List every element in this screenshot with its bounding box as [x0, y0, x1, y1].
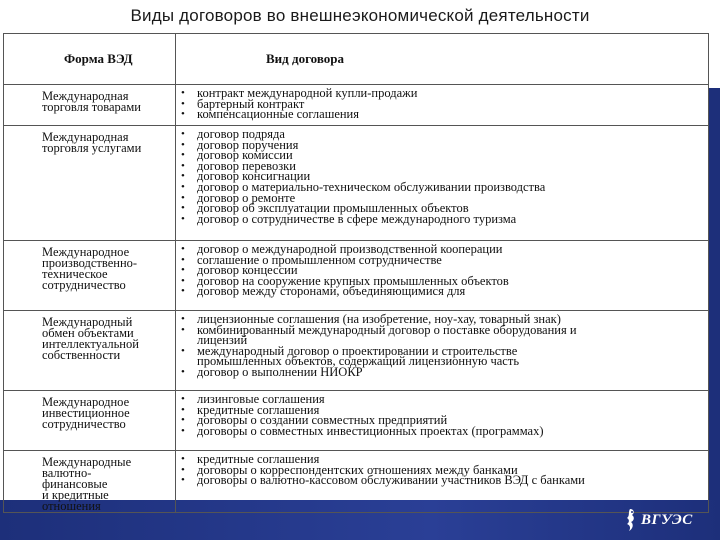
contract-types-cell: [176, 85, 709, 126]
table-row: [4, 241, 709, 311]
list-item: • договор о материально-техническом обслуживании производства: [180, 182, 708, 193]
contract-types-list: [180, 394, 708, 436]
list-item: • договоры о совместных инвестиционных проектах (программах): [180, 426, 708, 437]
list-item: лицензий: [197, 333, 248, 348]
list-item: • международный договор о проектировании и строительстве: [180, 346, 708, 357]
seahorse-emblem-icon: [622, 507, 638, 533]
list-item: • договор перевозки: [180, 161, 708, 172]
contracts-table-container: [3, 33, 708, 513]
contract-types-list: [180, 88, 708, 120]
contract-types-list: [180, 244, 708, 297]
contract-types-cell: [176, 241, 709, 311]
contracts-table: [3, 33, 709, 513]
contract-types-list: [180, 314, 708, 378]
table-row: [4, 451, 709, 513]
list-item: • договор об эксплуатации промышленных объектов: [180, 203, 708, 214]
list-item: • лицензионные соглашения (на изобретение, ноу-хау, товарный знак): [180, 314, 708, 325]
list-item: • договор о выполнении НИОКР: [180, 367, 708, 378]
table-row: [4, 311, 709, 391]
contract-types-cell: [176, 311, 709, 391]
form-cell: [4, 311, 176, 391]
list-item: • договоры о корреспондентских отношениях между банками: [180, 465, 708, 476]
list-item: • договор на сооружение крупных промышленных объектов: [180, 276, 708, 287]
header-form: Форма ВЭД: [4, 34, 176, 85]
list-item: • соглашение о промышленном сотрудничестве: [180, 255, 708, 266]
list-item: • договоры о создании совместных предприятий: [180, 415, 708, 426]
list-item: • бартерный контракт: [180, 99, 708, 110]
logo-text: ВГУЭС: [641, 511, 693, 528]
form-label: Международная торговля товарами: [42, 89, 141, 114]
list-item: • компенсационные соглашения: [180, 109, 708, 120]
list-item: промышленных объектов, содержащий лицензионную часть: [197, 354, 520, 369]
form-cell: [4, 126, 176, 241]
table-row: [4, 126, 709, 241]
contract-types-cell: [176, 126, 709, 241]
form-label: Международная торговля услугами: [42, 130, 142, 155]
list-item: • договор комиссии: [180, 150, 708, 161]
form-label: Международные валютно- финансовые и кредитные отношения: [42, 455, 132, 513]
form-cell: [4, 391, 176, 451]
decorative-side-band: [708, 88, 720, 540]
list-item: • договор о международной производственной кооперации: [180, 244, 708, 255]
list-item: • договор о ремонте: [180, 193, 708, 204]
university-logo: [622, 505, 693, 535]
list-item: • кредитные соглашения: [180, 454, 708, 465]
contract-types-cell: [176, 391, 709, 451]
list-item: • лизинговые соглашения: [180, 394, 708, 405]
table-header-row: [4, 34, 709, 85]
list-item: • кредитные соглашения: [180, 405, 708, 416]
form-label: Международный обмен объектами интеллектуальной собственности: [42, 315, 139, 362]
list-item: • комбинированный международный договор о поставке оборудования и: [180, 325, 708, 336]
form-label: Международное производственно- техническое сотрудничество: [42, 245, 138, 292]
list-item: • договор консигнации: [180, 171, 708, 182]
list-item: • договоры о валютно-кассовом обслуживании участников ВЭД с банками: [180, 475, 708, 486]
table-row: [4, 391, 709, 451]
list-item: • договор концессии: [180, 265, 708, 276]
list-item: • контракт международной купли-продажи: [180, 88, 708, 99]
contract-types-list: [180, 454, 708, 486]
header-contract-type: Вид договора: [176, 34, 709, 85]
table-row: [4, 85, 709, 126]
list-item: • договор подряда: [180, 129, 708, 140]
form-cell: [4, 241, 176, 311]
form-label: Международное инвестиционное сотрудничество: [42, 395, 130, 431]
form-cell: [4, 451, 176, 513]
list-item: • договор о сотрудничестве в сфере международного туризма: [180, 214, 708, 225]
page-title: Виды договоров во внешнеэкономической деятельности: [130, 6, 590, 25]
contract-types-cell: [176, 451, 709, 513]
contract-types-list: [180, 129, 708, 224]
list-item: • договор между сторонами, объединяющимися для: [180, 286, 708, 297]
form-cell: [4, 85, 176, 126]
list-item: • договор поручения: [180, 140, 708, 151]
